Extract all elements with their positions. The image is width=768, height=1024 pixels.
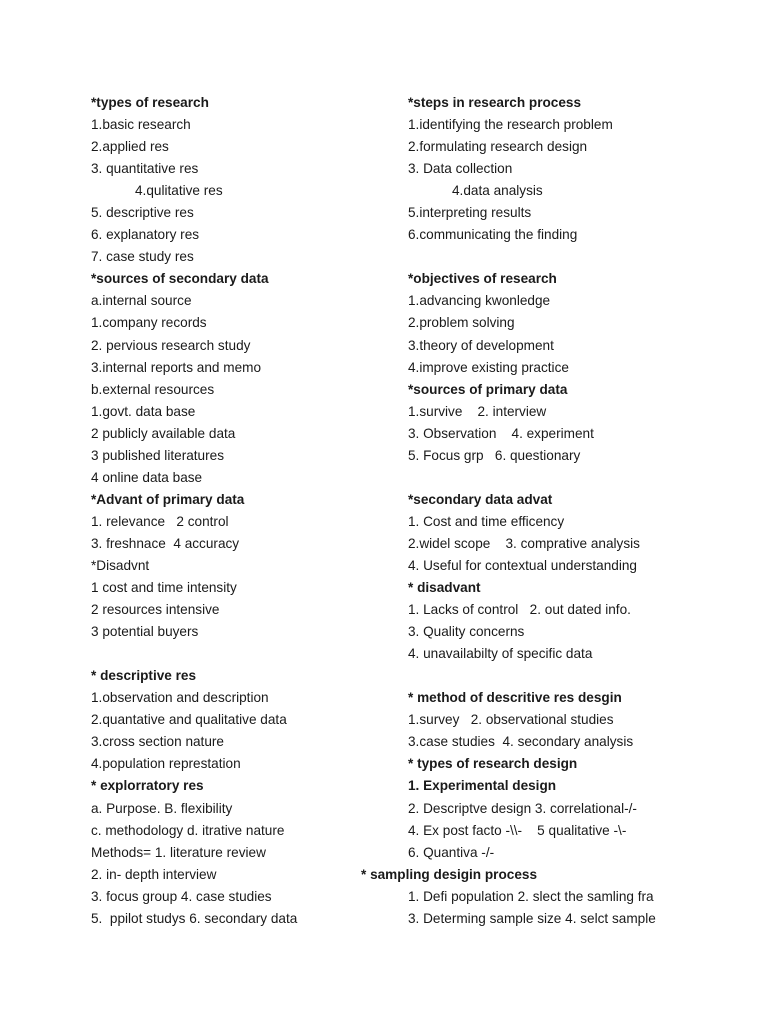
note-line: 4.population represtation (91, 756, 241, 772)
section-heading: * disadvant (408, 580, 481, 596)
note-line: 4. unavailabilty of specific data (408, 646, 593, 662)
note-line: 2.formulating research design (408, 139, 588, 155)
note-line (91, 643, 381, 665)
section-heading: * descriptive res (91, 668, 197, 684)
section-heading: *sources of secondary data (91, 271, 269, 287)
note-line: 2.quantative and qualitative data (91, 712, 287, 728)
note-line: 7. case study res (91, 249, 194, 265)
note-line: 1.basic research (91, 117, 191, 133)
note-line: a. Purpose. B. flexibility (91, 800, 233, 816)
note-line: 2. Descriptve design 3. correlational-/- (408, 800, 637, 816)
note-line: 2.problem solving (408, 315, 515, 331)
note-line: 3. Determing sample size 4. selct sample (408, 910, 656, 926)
note-line: 3.theory of development (408, 337, 554, 353)
note-line: c. methodology d. itrative nature (91, 822, 285, 838)
note-line: 4.qulitative res (135, 183, 223, 199)
note-line: 3.cross section nature (91, 734, 224, 750)
note-line: 2. in- depth interview (91, 866, 217, 882)
note-line: 3. Data collection (408, 161, 513, 177)
note-line: 3.case studies 4. secondary analysis (408, 734, 634, 750)
note-line: 3. Quality concerns (408, 624, 525, 640)
note-line: 1.advancing kwonledge (408, 293, 551, 309)
section-heading: *objectives of research (408, 271, 557, 287)
note-line: 4. Ex post facto -\\- 5 qualitative -\- (408, 822, 627, 838)
note-line: 3 published literatures (91, 447, 224, 463)
note-line: 4. Useful for contextual understanding (408, 557, 637, 573)
note-line: 6. explanatory res (91, 227, 200, 243)
note-line (408, 665, 753, 687)
note-line: 5. descriptive res (91, 205, 194, 221)
note-line: 2.widel scope 3. comprative analysis (408, 535, 640, 551)
section-heading: *steps in research process (408, 95, 582, 110)
note-line: *Disadvnt (91, 557, 150, 573)
note-line: 1.survey 2. observational studies (408, 712, 614, 728)
section-heading: *types of research (91, 95, 209, 110)
note-line: 3 potential buyers (91, 624, 199, 640)
note-line: 1.govt. data base (91, 403, 196, 419)
note-line: 2 resources intensive (91, 602, 220, 618)
right-column (361, 92, 753, 930)
note-line: 4.improve existing practice (408, 359, 569, 375)
note-line: 3. freshnace 4 accuracy (91, 535, 240, 551)
section-heading: 1. Experimental design (408, 778, 557, 794)
note-line: 5.interpreting results (408, 205, 532, 221)
note-line: 1.survive 2. interview (408, 403, 547, 419)
left-column (91, 92, 381, 930)
note-line: 2 publicly available data (91, 425, 236, 441)
note-line: 1. Lacks of control 2. out dated info. (408, 602, 631, 618)
note-line: b.external resources (91, 381, 215, 397)
note-line (408, 246, 753, 268)
note-line: 3. quantitative res (91, 161, 199, 177)
note-line: 5. Focus grp 6. questionary (408, 447, 581, 463)
note-line: 3.internal reports and memo (91, 359, 262, 375)
note-line: 3. Observation 4. experiment (408, 425, 594, 441)
note-line: 5. ppilot studys 6. secondary data (91, 910, 298, 926)
note-line: 1 cost and time intensity (91, 580, 237, 596)
note-line: a.internal source (91, 293, 192, 309)
note-line: Methods= 1. literature review (91, 844, 266, 860)
note-line (408, 467, 753, 489)
note-line: 1. Defi population 2. slect the samling fra (408, 888, 654, 904)
note-line: 4 online data base (91, 469, 203, 485)
section-heading: *Advant of primary data (91, 491, 245, 507)
section-heading: *sources of primary data (408, 381, 568, 397)
note-line: 4.data analysis (452, 183, 543, 199)
note-line: 1. Cost and time efficency (408, 513, 565, 529)
note-line: 2. pervious research study (91, 337, 251, 353)
note-line: 6. Quantiva -/- (408, 844, 495, 860)
note-line: 1.identifying the research problem (408, 117, 613, 133)
section-heading: * types of research design (408, 756, 578, 772)
section-heading: * sampling desigin process (361, 866, 538, 882)
section-heading: * method of descritive res desgin (408, 690, 622, 706)
section-heading: *secondary data advat (408, 491, 553, 507)
section-heading: * explorratory res (91, 778, 204, 794)
note-line: 6.communicating the finding (408, 227, 578, 243)
note-line: 1.observation and description (91, 690, 269, 706)
note-line: 1.company records (91, 315, 207, 331)
note-line: 3. focus group 4. case studies (91, 888, 272, 904)
note-line: 2.applied res (91, 139, 169, 155)
note-line: 1. relevance 2 control (91, 513, 229, 529)
